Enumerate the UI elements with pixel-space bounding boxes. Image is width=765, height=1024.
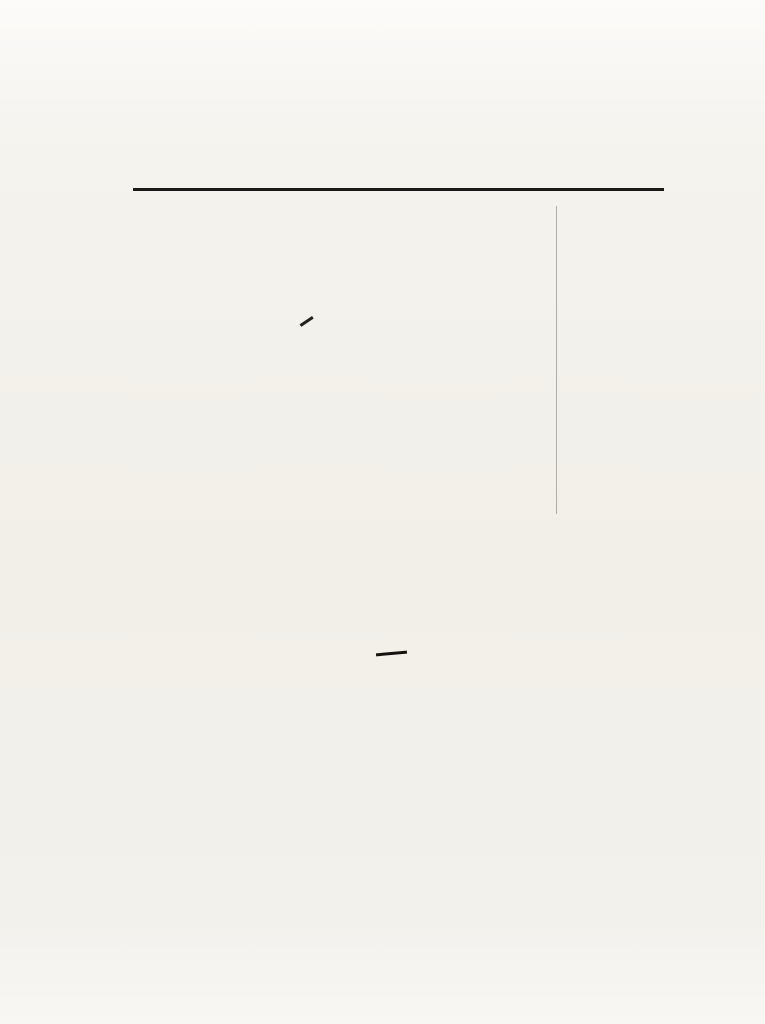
header-rule (133, 188, 664, 191)
scan-crease-line (556, 206, 557, 514)
top-text-register (130, 206, 623, 518)
bottom-text-register (130, 538, 623, 860)
